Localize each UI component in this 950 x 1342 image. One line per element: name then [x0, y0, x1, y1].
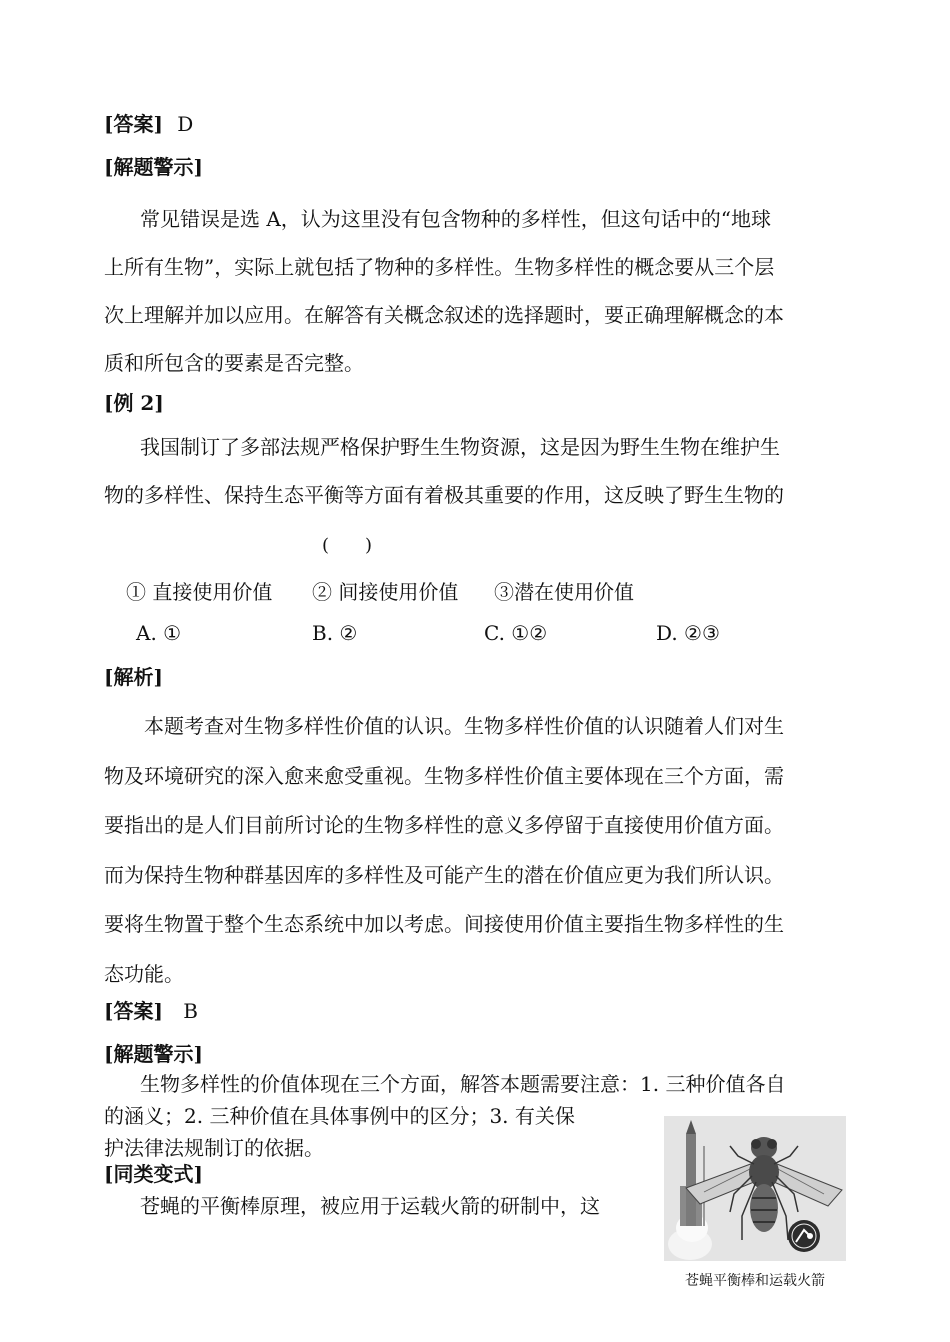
variant-line: 苍蝇的平衡棒原理，被应用于运载火箭的研制中，这	[140, 1194, 600, 1218]
answer-1	[104, 112, 193, 136]
question-line: 我国制订了多部法规严格保护野生生物资源，这是因为野生生物在维护生	[140, 435, 780, 459]
hint-1-line: 质和所包含的要素是否完整。	[104, 351, 364, 375]
answer-blank: ( )	[322, 535, 373, 556]
option-b: B. ②	[312, 621, 358, 645]
hint-2-line: 护法律法规制订的依据。	[104, 1136, 324, 1160]
hint-2-line: 生物多样性的价值体现在三个方面，解答本题需要注意：1. 三种价值各自	[140, 1072, 786, 1096]
hint-1-line: 次上理解并加以应用。在解答有关概念叙述的选择题时，要正确理解概念的本	[104, 303, 784, 327]
option-d: D. ②③	[656, 621, 720, 645]
option-a: A. ①	[136, 621, 182, 645]
example-2-question	[104, 423, 846, 519]
figure-caption: 苍蝇平衡棒和运载火箭	[685, 1273, 825, 1289]
example-2-heading: [例 2]	[104, 391, 164, 415]
haltere-inset-icon	[788, 1220, 820, 1252]
hint-1-heading: [解题警示]	[104, 155, 203, 179]
hint-1-line: 上所有生物”，实际上就包括了物种的多样性。生物多样性的概念要从三个层	[104, 255, 775, 279]
analysis-paragraph	[104, 702, 846, 999]
analysis-line: 本题考查对生物多样性价值的认识。生物多样性价值的认识随着人们对生	[144, 714, 784, 738]
fly-rocket-image	[664, 1116, 846, 1261]
answer-label: [答案]	[104, 112, 163, 136]
choice-item-1: ① 直接使用价值	[126, 580, 273, 604]
analysis-line: 态功能。	[104, 961, 184, 986]
question-line: 物的多样性、保持生态平衡等方面有着极其重要的作用，这反映了野生生物的	[104, 483, 784, 507]
answer-label: [答案]	[104, 999, 163, 1023]
hint-2-line: 的涵义；2. 三种价值在具体事例中的区分；3. 有关保	[104, 1104, 575, 1128]
fly-illustration	[664, 1116, 846, 1261]
option-c: C. ①②	[484, 621, 548, 645]
answer-2	[104, 999, 198, 1023]
analysis-line: 要将生物置于整个生态系统中加以考虑。间接使用价值主要指生物多样性的生	[104, 912, 784, 936]
hint-2-heading: [解题警示]	[104, 1042, 203, 1066]
hint-1-paragraph	[104, 195, 846, 387]
hint-1-line: 常见错误是选 A，认为这里没有包含物种的多样性，但这句话中的“地球	[140, 207, 772, 231]
choice-item-3: ③潜在使用价值	[494, 580, 634, 604]
analysis-line: 而为保持生物种群基因库的多样性及可能产生的潜在价值应更为我们所认识。	[104, 862, 784, 887]
answer-value: B	[183, 999, 198, 1023]
analysis-line: 物及环境研究的深入愈来愈受重视。生物多样性价值主要体现在三个方面，需	[104, 763, 784, 788]
analysis-heading: [解析]	[104, 665, 163, 689]
analysis-line: 要指出的是人们目前所讨论的生物多样性的意义多停留于直接使用价值方面。	[104, 813, 784, 837]
choice-item-2: ② 间接使用价值	[312, 580, 459, 604]
answer-value: D	[177, 112, 194, 136]
variant-heading: [同类变式]	[104, 1162, 203, 1186]
